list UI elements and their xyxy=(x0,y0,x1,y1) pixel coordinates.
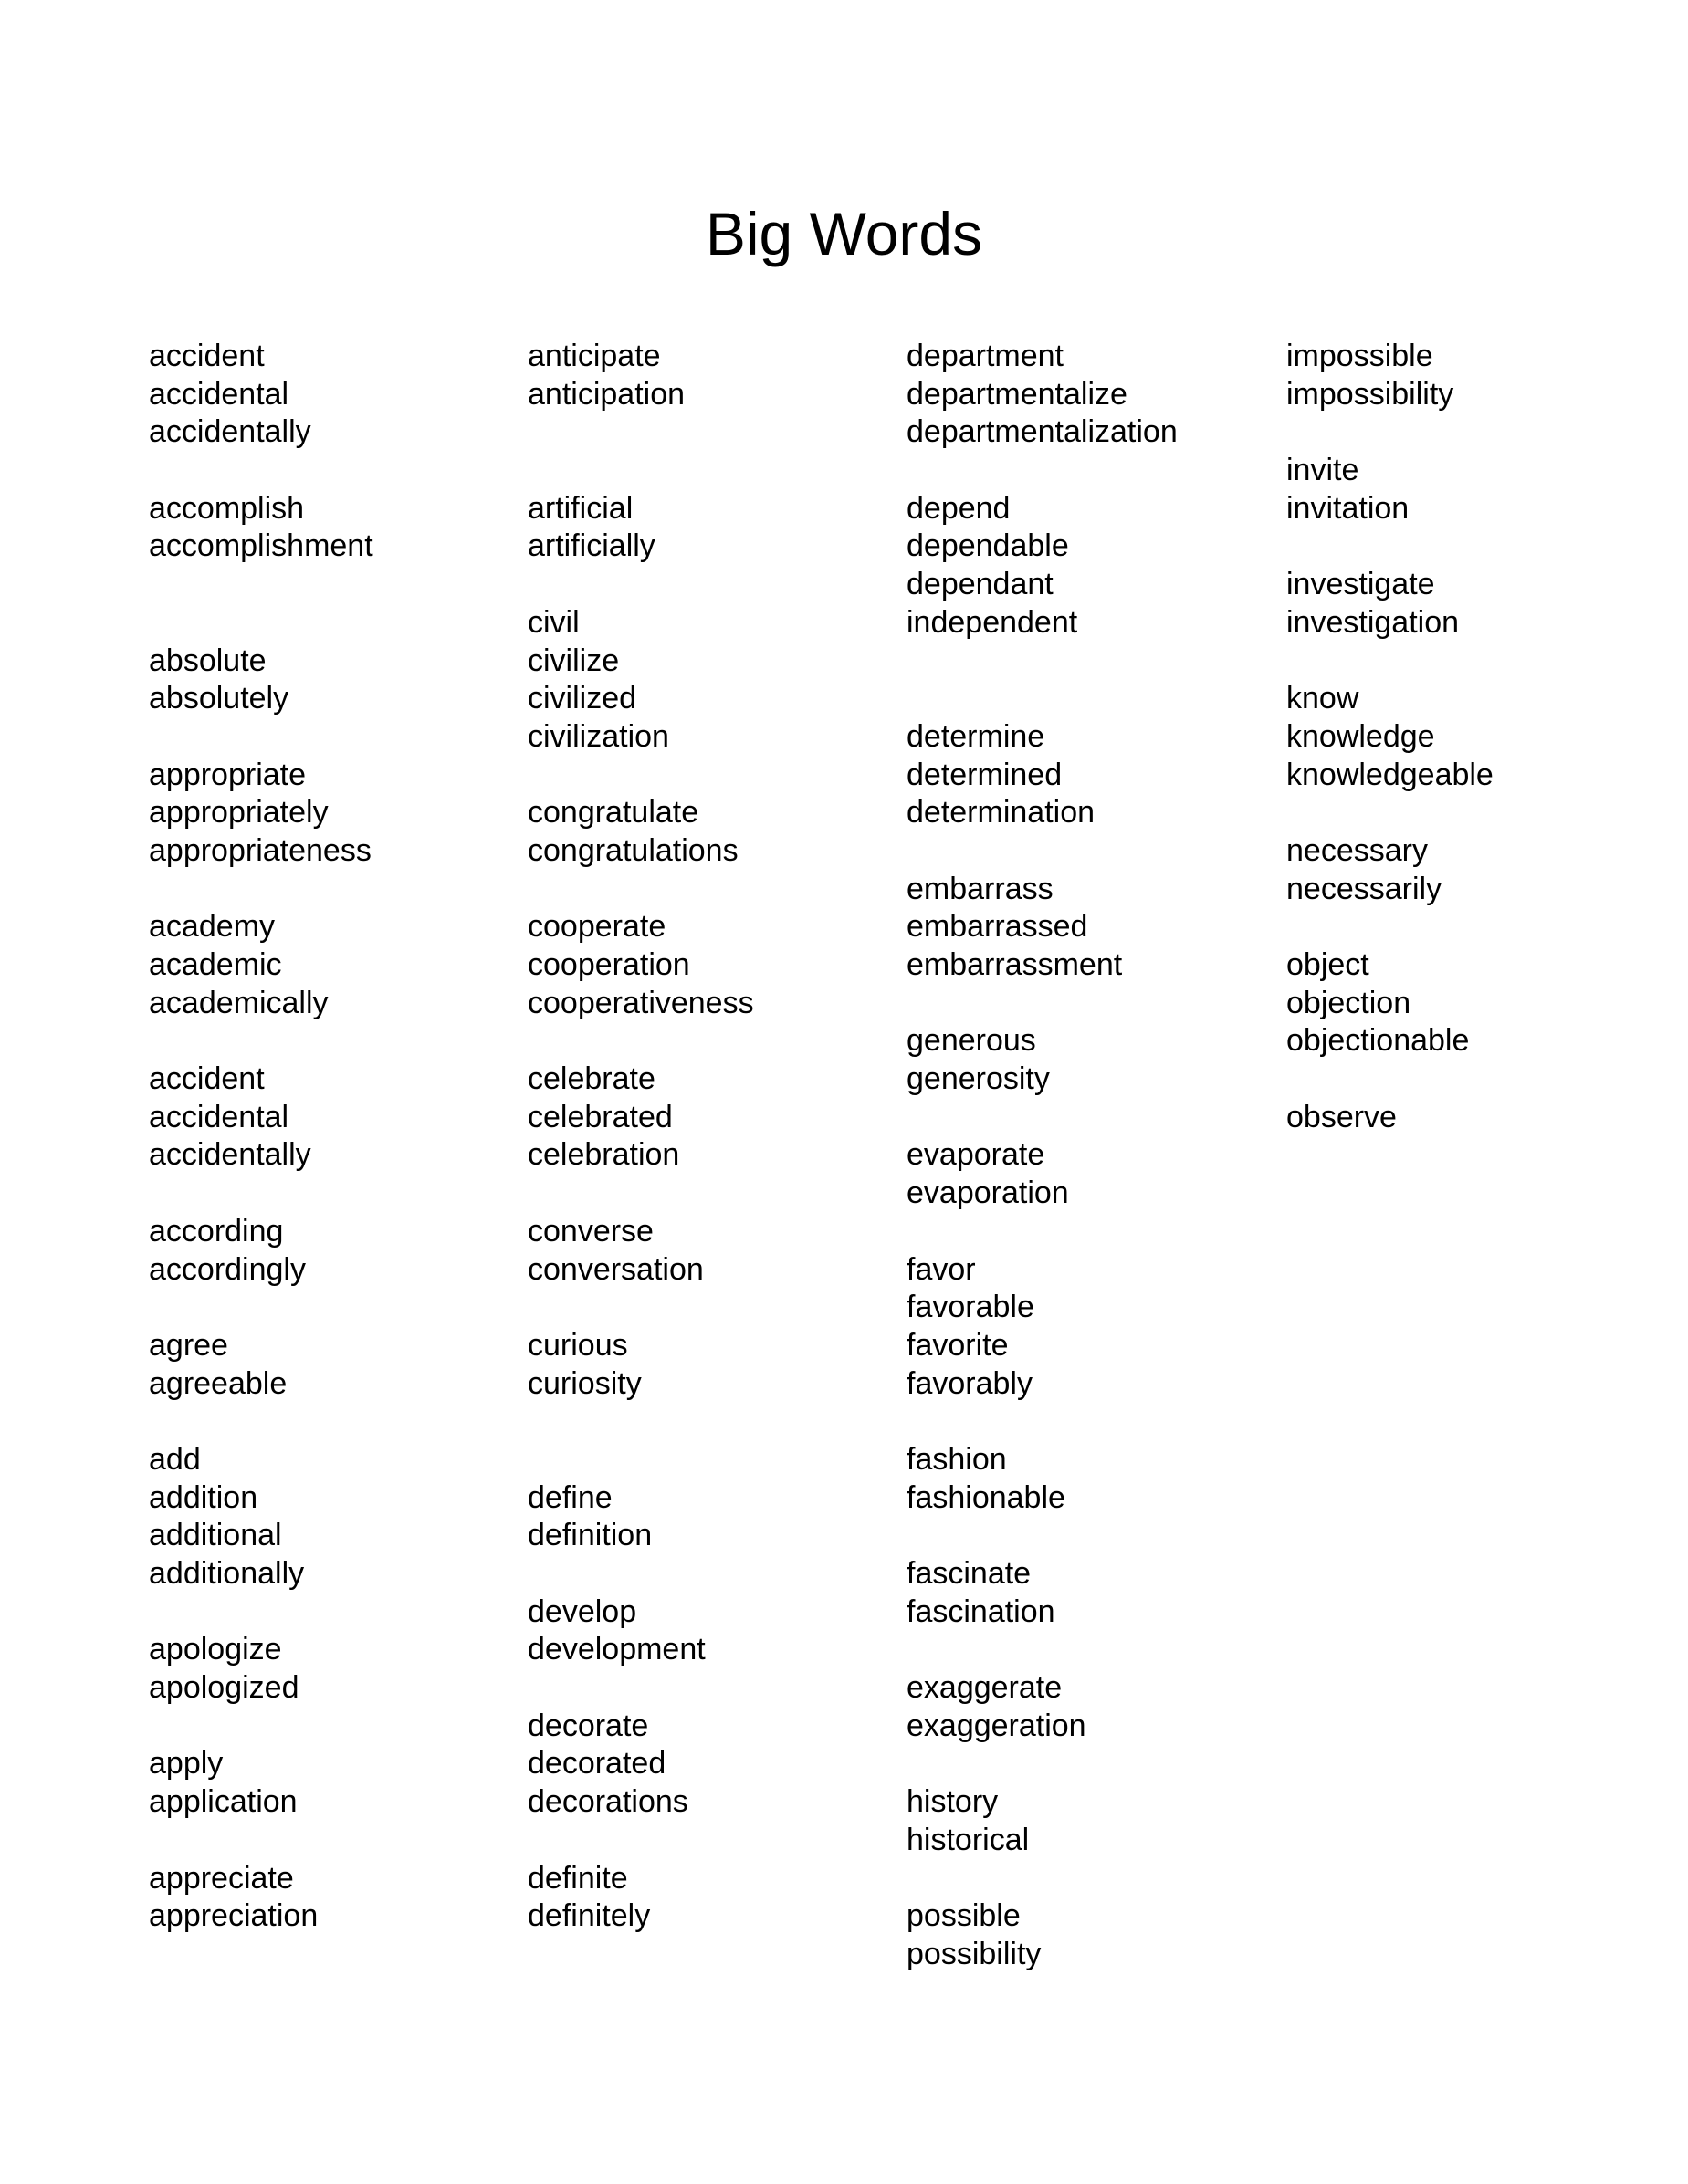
blank-line xyxy=(907,1099,1272,1137)
word-item: develop xyxy=(528,1594,637,1629)
word-item: civilized xyxy=(528,681,637,716)
blank-line xyxy=(907,1631,1272,1669)
word-item: celebrate xyxy=(528,1061,655,1097)
word-item: cooperate xyxy=(528,909,666,945)
word-column-3 xyxy=(907,338,1272,1974)
word-item: favorite xyxy=(907,1327,1009,1363)
word-item: appreciate xyxy=(149,1860,294,1896)
word-item: independent xyxy=(907,604,1078,640)
word-item: observe xyxy=(1286,1099,1397,1134)
word-item: favor xyxy=(907,1251,976,1287)
blank-line xyxy=(907,1860,1272,1898)
word-item: addition xyxy=(149,1479,258,1515)
word-item: fashionable xyxy=(907,1479,1065,1515)
blank-line xyxy=(149,1289,514,1327)
word-item: possible xyxy=(907,1898,1021,1934)
blank-line xyxy=(907,985,1272,1023)
word-item: necessary xyxy=(1286,832,1428,868)
word-item: embarrass xyxy=(907,871,1054,906)
word-item: definition xyxy=(528,1518,653,1553)
blank-line xyxy=(907,1745,1272,1783)
word-item: generosity xyxy=(907,1061,1050,1097)
word-item: civilization xyxy=(528,718,669,754)
word-item: invitation xyxy=(1286,490,1410,526)
word-item: converse xyxy=(528,1213,654,1249)
word-item: history xyxy=(907,1784,999,1820)
blank-line xyxy=(907,1517,1272,1555)
word-item: investigation xyxy=(1286,604,1460,640)
word-item: invite xyxy=(1286,453,1359,488)
word-item: development xyxy=(528,1632,706,1667)
word-item: academically xyxy=(149,985,329,1020)
word-item: accomplishment xyxy=(149,528,373,564)
blank-line xyxy=(907,1403,1272,1441)
word-item: favorable xyxy=(907,1290,1034,1325)
word-item: conversation xyxy=(528,1251,704,1287)
blank-line xyxy=(149,604,514,643)
word-item: apply xyxy=(149,1746,224,1782)
word-item: evaporate xyxy=(907,1137,1045,1173)
word-item: knowledge xyxy=(1286,718,1435,754)
word-item: investigate xyxy=(1286,567,1435,602)
blank-line xyxy=(149,1708,514,1746)
word-column-1 xyxy=(149,338,514,1936)
blank-line xyxy=(907,1213,1272,1251)
word-item: curiosity xyxy=(528,1365,642,1401)
blank-line xyxy=(528,413,893,452)
word-item: decorated xyxy=(528,1746,666,1782)
word-item: embarrassed xyxy=(907,909,1088,945)
word-item: curious xyxy=(528,1327,628,1363)
word-item: civilize xyxy=(528,643,620,678)
word-item: appropriately xyxy=(149,795,329,831)
blank-line xyxy=(149,718,514,757)
word-item: celebrated xyxy=(528,1099,673,1134)
page-title: Big Words xyxy=(705,200,983,267)
blank-line xyxy=(907,680,1272,718)
word-item: anticipation xyxy=(528,376,686,412)
word-item: fashion xyxy=(907,1441,1007,1477)
blank-line xyxy=(528,1175,893,1213)
blank-line xyxy=(528,1441,893,1479)
word-item: decorations xyxy=(528,1784,688,1820)
word-item: exaggerate xyxy=(907,1670,1063,1706)
blank-line xyxy=(1286,413,1651,452)
word-item: possibility xyxy=(907,1936,1042,1971)
word-item: accidentally xyxy=(149,1137,311,1173)
word-item: depend xyxy=(907,490,1011,526)
blank-line xyxy=(149,1175,514,1213)
word-item: add xyxy=(149,1441,201,1477)
word-item: departmentalize xyxy=(907,376,1127,412)
word-item: civil xyxy=(528,604,580,640)
blank-line xyxy=(528,871,893,909)
word-item: necessarily xyxy=(1286,871,1442,906)
word-item: generous xyxy=(907,1023,1036,1059)
word-item: definite xyxy=(528,1860,628,1896)
blank-line xyxy=(528,1403,893,1441)
word-item: cooperativeness xyxy=(528,985,754,1020)
blank-line xyxy=(528,1669,893,1708)
blank-line xyxy=(149,566,514,604)
word-item: agreeable xyxy=(149,1365,288,1401)
blank-line xyxy=(907,643,1272,681)
word-item: academic xyxy=(149,947,282,982)
word-item: department xyxy=(907,339,1064,373)
blank-line xyxy=(528,1555,893,1594)
word-item: determined xyxy=(907,757,1063,792)
blank-line xyxy=(1286,1061,1651,1099)
word-item: accidentally xyxy=(149,414,311,450)
word-item: accident xyxy=(149,1061,265,1097)
word-item: cooperation xyxy=(528,947,690,982)
blank-line xyxy=(149,871,514,909)
word-item: accident xyxy=(149,339,265,373)
blank-line xyxy=(149,1594,514,1632)
word-item: additionally xyxy=(149,1556,305,1591)
word-item: accidental xyxy=(149,1099,289,1134)
word-item: object xyxy=(1286,947,1369,982)
word-item: objectionable xyxy=(1286,1023,1470,1059)
blank-line xyxy=(528,1022,893,1061)
word-item: accomplish xyxy=(149,490,305,526)
blank-line xyxy=(149,1822,514,1860)
word-item: application xyxy=(149,1784,298,1820)
blank-line xyxy=(528,1822,893,1860)
word-item: fascination xyxy=(907,1594,1055,1629)
word-item: favorably xyxy=(907,1365,1033,1401)
word-item: define xyxy=(528,1479,613,1515)
word-item: apologize xyxy=(149,1632,282,1667)
blank-line xyxy=(149,1022,514,1061)
word-item: departmentalization xyxy=(907,414,1178,450)
word-item: accidental xyxy=(149,376,289,412)
blank-line xyxy=(907,832,1272,871)
blank-line xyxy=(1286,643,1651,681)
blank-line xyxy=(149,1403,514,1441)
word-item: agree xyxy=(149,1327,228,1363)
word-item: anticipate xyxy=(528,339,661,373)
word-item: exaggeration xyxy=(907,1708,1086,1743)
word-item: appropriate xyxy=(149,757,307,792)
blank-line xyxy=(528,1289,893,1327)
blank-line xyxy=(528,452,893,490)
word-item: accordingly xyxy=(149,1251,306,1287)
word-item: knowledgeable xyxy=(1286,757,1494,792)
word-item: appreciation xyxy=(149,1898,319,1934)
word-item: definitely xyxy=(528,1898,651,1934)
word-item: appropriateness xyxy=(149,832,372,868)
word-column-4 xyxy=(1286,338,1651,1136)
blank-line xyxy=(149,452,514,490)
word-item: determination xyxy=(907,795,1096,831)
word-item: academy xyxy=(149,909,275,945)
blank-line xyxy=(1286,908,1651,946)
word-item: decorate xyxy=(528,1708,649,1743)
word-item: impossible xyxy=(1286,339,1433,373)
word-item: artificially xyxy=(528,528,655,564)
blank-line xyxy=(1286,794,1651,832)
word-item: embarrassment xyxy=(907,947,1123,982)
word-item: artificial xyxy=(528,490,634,526)
word-column-2 xyxy=(528,338,893,1936)
word-item: impossibility xyxy=(1286,376,1454,412)
word-item: according xyxy=(149,1213,284,1249)
word-item: absolute xyxy=(149,643,267,678)
word-item: historical xyxy=(907,1822,1030,1857)
word-item: congratulate xyxy=(528,795,699,831)
word-item: dependant xyxy=(907,567,1054,602)
word-item: congratulations xyxy=(528,832,739,868)
word-item: absolutely xyxy=(149,681,289,716)
word-item: determine xyxy=(907,718,1045,754)
word-item: know xyxy=(1286,681,1359,716)
word-item: dependable xyxy=(907,528,1069,564)
blank-line xyxy=(907,452,1272,490)
blank-line xyxy=(528,757,893,795)
blank-line xyxy=(1286,528,1651,566)
word-item: evaporation xyxy=(907,1176,1069,1211)
word-item: fascinate xyxy=(907,1556,1032,1591)
word-item: apologized xyxy=(149,1670,299,1706)
word-item: celebration xyxy=(528,1137,680,1173)
word-item: additional xyxy=(149,1518,282,1553)
word-item: objection xyxy=(1286,985,1411,1020)
blank-line xyxy=(528,566,893,604)
